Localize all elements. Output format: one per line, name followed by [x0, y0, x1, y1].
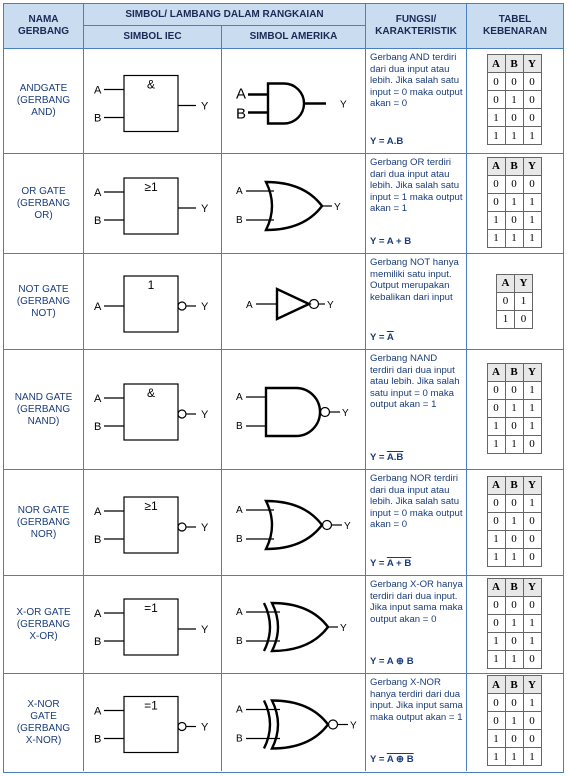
truth-value-cell: 0: [523, 512, 541, 530]
iec-symbol-cell-or: [84, 154, 222, 254]
us-input-a-label: A: [236, 186, 243, 197]
truth-value-cell: 1: [523, 229, 541, 247]
truth-value-cell: 0: [523, 73, 541, 91]
iec-function-label: &: [146, 77, 156, 92]
iec-symbol-cell-xor: [84, 576, 222, 674]
truth-table-cell-not: [467, 254, 563, 350]
truth-header-cell: A: [487, 157, 505, 175]
truth-value-cell: 1: [505, 127, 523, 145]
truth-value-cell: 1: [515, 292, 533, 310]
truth-value-cell: 1: [505, 650, 523, 668]
gate-name-xor: X-OR GATE (GERBANG X-OR): [4, 576, 84, 674]
gate-name-xnor: X-NOR GATE (GERBANG X-NOR): [4, 674, 84, 771]
truth-value-cell: 0: [487, 512, 505, 530]
truth-value-cell: 1: [505, 512, 523, 530]
iec-symbol-xnor: [84, 674, 222, 771]
us-or-body: [266, 182, 322, 230]
us-input-a-label: A: [236, 85, 247, 103]
us-xor-extra-curve: [264, 701, 270, 749]
truth-header-cell: A: [487, 55, 505, 73]
boolean-equation: Y = A ⊕ B: [370, 655, 414, 667]
us-output-y-label: Y: [340, 623, 347, 634]
header-symbol: SIMBOL/ LAMBANG DALAM RANGKAIAN: [84, 4, 366, 26]
truth-value-cell: 0: [505, 494, 523, 512]
american-symbol-cell-or: [222, 154, 366, 254]
truth-header-cell: Y: [523, 578, 541, 596]
truth-value-cell: 0: [505, 632, 523, 650]
american-symbol-or: [222, 154, 366, 254]
iec-negation-bubble: [178, 723, 186, 731]
iec-symbol-not: [84, 254, 222, 350]
truth-value-cell: 1: [523, 381, 541, 399]
truth-value-cell: 0: [505, 530, 523, 548]
us-input-b-label: B: [236, 636, 243, 647]
truth-value-cell: 1: [523, 614, 541, 632]
us-input-b-label: B: [236, 105, 247, 123]
truth-header-cell: B: [505, 363, 523, 381]
header-gate-name: NAMA GERBANG: [4, 4, 84, 49]
truth-value-cell: 1: [523, 417, 541, 435]
gate-description: Gerbang AND terdiri dari dua input atau lebih. Jika salah satu input = 0 maka output akan = 0: [370, 52, 463, 109]
truth-header-cell: A: [487, 476, 505, 494]
us-not-triangle: [277, 289, 309, 319]
american-symbol-cell-xor: [222, 576, 366, 674]
us-output-y-label: Y: [334, 202, 341, 213]
american-symbol-cell-not: [222, 254, 366, 350]
iec-symbol-cell-nor: [84, 470, 222, 576]
boolean-equation: Y = A.B: [370, 451, 404, 463]
truth-value-cell: 0: [515, 310, 533, 328]
iec-input-b-label: B: [94, 733, 102, 746]
us-negation-bubble: [323, 521, 332, 530]
function-cell-nand: [366, 350, 467, 470]
truth-header-cell: Y: [523, 676, 541, 694]
us-input-a-label: A: [236, 607, 243, 618]
truth-value-cell: 1: [487, 748, 505, 766]
function-cell-xnor: [366, 674, 467, 771]
iec-symbol-cell-xnor: [84, 674, 222, 771]
truth-value-cell: 0: [523, 730, 541, 748]
american-symbol-nor: [222, 470, 366, 576]
truth-header-cell: A: [487, 578, 505, 596]
iec-function-label: 1: [147, 278, 155, 292]
truth-value-cell: 1: [505, 229, 523, 247]
iec-input-a-label: A: [94, 187, 102, 199]
iec-symbol-xor: [84, 576, 222, 674]
truth-value-cell: 0: [487, 91, 505, 109]
american-symbol-nand: [222, 350, 366, 470]
header-function: FUNGSI/ KARAKTERISTIK: [366, 4, 467, 49]
truth-value-cell: 1: [505, 614, 523, 632]
truth-value-cell: 0: [523, 650, 541, 668]
function-cell-and: [366, 49, 467, 154]
iec-output-y-label: Y: [201, 624, 209, 636]
us-output-y-label: Y: [340, 99, 347, 111]
function-cell-xor: [366, 576, 467, 674]
iec-input-b-label: B: [94, 112, 102, 125]
gate-description: Gerbang NOT hanya memiliki satu input. Output merupakan kebalikan dari input: [370, 257, 459, 303]
truth-header-cell: Y: [523, 55, 541, 73]
truth-table-xnor: [487, 675, 542, 766]
truth-header-cell: B: [505, 676, 523, 694]
truth-value-cell: 0: [505, 175, 523, 193]
iec-input-a-label: A: [94, 301, 102, 313]
us-input-b-label: B: [236, 534, 243, 545]
us-input-b-label: B: [236, 733, 243, 745]
us-input-b-label: B: [236, 215, 243, 226]
iec-output-y-label: Y: [201, 301, 209, 313]
truth-table-or: [487, 157, 542, 248]
us-negation-bubble: [329, 720, 338, 729]
iec-function-label: =1: [144, 601, 158, 615]
iec-input-a-label: A: [94, 705, 102, 718]
iec-symbol-cell-nand: [84, 350, 222, 470]
gate-name-nand: NAND GATE (GERBANG NAND): [4, 350, 84, 470]
truth-value-cell: 1: [497, 310, 515, 328]
truth-value-cell: 0: [505, 417, 523, 435]
truth-value-cell: 1: [505, 91, 523, 109]
us-negation-bubble: [321, 408, 330, 417]
truth-value-cell: 1: [523, 193, 541, 211]
iec-output-y-label: Y: [201, 100, 209, 113]
truth-value-cell: 0: [523, 175, 541, 193]
american-symbol-cell-nor: [222, 470, 366, 576]
truth-value-cell: 1: [487, 650, 505, 668]
iec-negation-bubble: [178, 302, 186, 310]
iec-input-b-label: B: [94, 215, 102, 227]
truth-header-cell: B: [505, 476, 523, 494]
us-input-b-label: B: [236, 421, 243, 432]
american-symbol-and: [222, 49, 366, 154]
truth-value-cell: 1: [487, 632, 505, 650]
truth-value-cell: 0: [487, 73, 505, 91]
boolean-equation: Y = A + B: [370, 557, 412, 569]
us-input-a-label: A: [236, 392, 243, 403]
truth-value-cell: 1: [487, 229, 505, 247]
truth-table-cell-or: [467, 154, 563, 254]
function-cell-nor: [366, 470, 467, 576]
truth-value-cell: 0: [487, 494, 505, 512]
truth-value-cell: 0: [505, 109, 523, 127]
iec-input-a-label: A: [94, 393, 102, 405]
truth-value-cell: 1: [523, 632, 541, 650]
truth-table-cell-and: [467, 49, 563, 154]
gate-name-or: OR GATE (GERBANG OR): [4, 154, 84, 254]
iec-function-label: ≥1: [144, 499, 158, 513]
truth-value-cell: 1: [487, 109, 505, 127]
truth-table-nand: [487, 363, 542, 454]
truth-value-cell: 1: [487, 435, 505, 453]
truth-table-cell-xor: [467, 576, 563, 674]
truth-value-cell: 0: [505, 730, 523, 748]
logic-gates-table: [3, 3, 564, 773]
truth-value-cell: 0: [505, 381, 523, 399]
truth-value-cell: 0: [505, 596, 523, 614]
truth-value-cell: 0: [497, 292, 515, 310]
truth-value-cell: 1: [487, 127, 505, 145]
truth-value-cell: 1: [505, 748, 523, 766]
truth-value-cell: 0: [523, 109, 541, 127]
header-american-symbol: SIMBOL AMERIKA: [222, 26, 366, 49]
iec-negation-bubble: [178, 410, 186, 418]
truth-table-xor: [487, 578, 542, 669]
iec-negation-bubble: [178, 523, 186, 531]
truth-value-cell: 0: [487, 596, 505, 614]
gate-description: Gerbang X-NOR hanya terdiri dari dua input. Jika input sama maka output akan = 1: [370, 677, 463, 723]
gate-description: Gerbang X-OR hanya terdiri dari dua input. Jika input sama maka output akan = 0: [370, 579, 463, 625]
boolean-equation: $Y = \overline{A}$: [370, 331, 394, 343]
iec-symbol-nor: [84, 470, 222, 576]
us-or-body: [272, 701, 328, 749]
gate-description: Gerbang NAND terdiri dari dua input atau lebih. Jika salah satu input = 0 maka output akan = 1: [370, 353, 460, 410]
american-symbol-cell-nand: [222, 350, 366, 470]
truth-value-cell: 1: [487, 730, 505, 748]
iec-input-b-label: B: [94, 421, 102, 433]
iec-symbol-nand: [84, 350, 222, 470]
truth-value-cell: 0: [505, 211, 523, 229]
truth-value-cell: 1: [523, 694, 541, 712]
iec-function-label: ≥1: [144, 180, 158, 194]
iec-output-y-label: Y: [201, 203, 209, 215]
us-or-body: [266, 501, 322, 549]
truth-value-cell: 0: [487, 694, 505, 712]
us-output-y-label: Y: [342, 408, 349, 419]
american-symbol-not: [222, 254, 366, 350]
truth-value-cell: 0: [487, 614, 505, 632]
truth-value-cell: 0: [487, 712, 505, 730]
truth-value-cell: 0: [523, 596, 541, 614]
us-xor-extra-curve: [264, 603, 270, 651]
us-output-y-label: Y: [327, 300, 334, 311]
function-cell-not: [366, 254, 467, 350]
truth-header-cell: B: [505, 578, 523, 596]
truth-table-and: [487, 54, 542, 145]
american-symbol-xnor: [222, 674, 366, 771]
truth-value-cell: 0: [523, 530, 541, 548]
truth-value-cell: 1: [487, 417, 505, 435]
truth-table-cell-nor: [467, 470, 563, 576]
truth-header-cell: Y: [515, 274, 533, 292]
gate-description: Gerbang OR terdiri dari dua input atau lebih. Jika salah satu input = 1 maka output akan = 1: [370, 157, 463, 214]
iec-input-a-label: A: [94, 84, 102, 97]
us-output-y-label: Y: [350, 720, 357, 732]
iec-output-y-label: Y: [201, 409, 209, 421]
iec-input-b-label: B: [94, 636, 102, 648]
iec-output-y-label: Y: [201, 721, 209, 734]
truth-value-cell: 0: [487, 399, 505, 417]
iec-function-label: &: [146, 386, 156, 400]
truth-value-cell: 0: [487, 193, 505, 211]
truth-table-cell-nand: [467, 350, 563, 470]
iec-symbol-or: [84, 154, 222, 254]
us-input-a-label: A: [236, 704, 243, 716]
truth-value-cell: 1: [505, 548, 523, 566]
truth-value-cell: 0: [523, 712, 541, 730]
truth-value-cell: 0: [505, 73, 523, 91]
truth-header-cell: A: [487, 676, 505, 694]
iec-input-a-label: A: [94, 506, 102, 518]
us-input-a-label: A: [246, 300, 253, 311]
us-input-a-label: A: [236, 505, 243, 516]
truth-value-cell: 1: [487, 530, 505, 548]
iec-function-label: =1: [144, 698, 158, 713]
truth-header-cell: A: [497, 274, 515, 292]
truth-value-cell: 0: [487, 175, 505, 193]
truth-value-cell: 1: [505, 712, 523, 730]
boolean-equation: Y = A + B: [370, 235, 412, 247]
truth-header-cell: B: [505, 55, 523, 73]
truth-value-cell: 1: [523, 748, 541, 766]
us-or-body: [272, 603, 328, 651]
gate-name-nor: NOR GATE (GERBANG NOR): [4, 470, 84, 576]
truth-header-cell: B: [505, 157, 523, 175]
gate-description: Gerbang NOR terdiri dari dua input atau lebih. Jika salah satu input = 0 maka output akan = 0: [370, 473, 463, 530]
iec-symbol-and: [84, 49, 222, 154]
us-output-y-label: Y: [344, 521, 351, 532]
truth-value-cell: 1: [487, 211, 505, 229]
truth-header-cell: Y: [523, 157, 541, 175]
american-symbol-xor: [222, 576, 366, 674]
truth-value-cell: 1: [523, 399, 541, 417]
truth-value-cell: 1: [505, 399, 523, 417]
truth-value-cell: 1: [523, 494, 541, 512]
iec-input-b-label: B: [94, 534, 102, 546]
truth-value-cell: 0: [523, 91, 541, 109]
truth-value-cell: 1: [505, 193, 523, 211]
boolean-equation: Y = A.B: [370, 135, 404, 147]
truth-value-cell: 0: [487, 381, 505, 399]
truth-table-not: [496, 274, 533, 329]
truth-value-cell: 0: [505, 694, 523, 712]
american-symbol-cell-and: [222, 49, 366, 154]
function-cell-or: [366, 154, 467, 254]
header-iec-symbol: SIMBOL IEC: [84, 26, 222, 49]
header-truth-table: TABEL KEBENARAN: [467, 4, 563, 49]
gate-name-and: ANDGATE (GERBANG AND): [4, 49, 84, 154]
truth-value-cell: 1: [523, 211, 541, 229]
truth-value-cell: 1: [505, 435, 523, 453]
iec-output-y-label: Y: [201, 522, 209, 534]
truth-value-cell: 0: [523, 548, 541, 566]
truth-value-cell: 1: [523, 127, 541, 145]
iec-symbol-cell-not: [84, 254, 222, 350]
truth-table-cell-xnor: [467, 674, 563, 771]
truth-header-cell: Y: [523, 476, 541, 494]
truth-header-cell: Y: [523, 363, 541, 381]
iec-symbol-cell-and: [84, 49, 222, 154]
truth-header-cell: A: [487, 363, 505, 381]
truth-value-cell: 0: [523, 435, 541, 453]
american-symbol-cell-xnor: [222, 674, 366, 771]
iec-input-a-label: A: [94, 608, 102, 620]
truth-table-nor: [487, 476, 542, 567]
us-and-body: [268, 84, 304, 124]
boolean-equation: Y = A ⊕ B: [370, 753, 414, 765]
truth-value-cell: 1: [487, 548, 505, 566]
us-nand-body: [266, 388, 320, 436]
gate-name-not: NOT GATE (GERBANG NOT): [4, 254, 84, 350]
